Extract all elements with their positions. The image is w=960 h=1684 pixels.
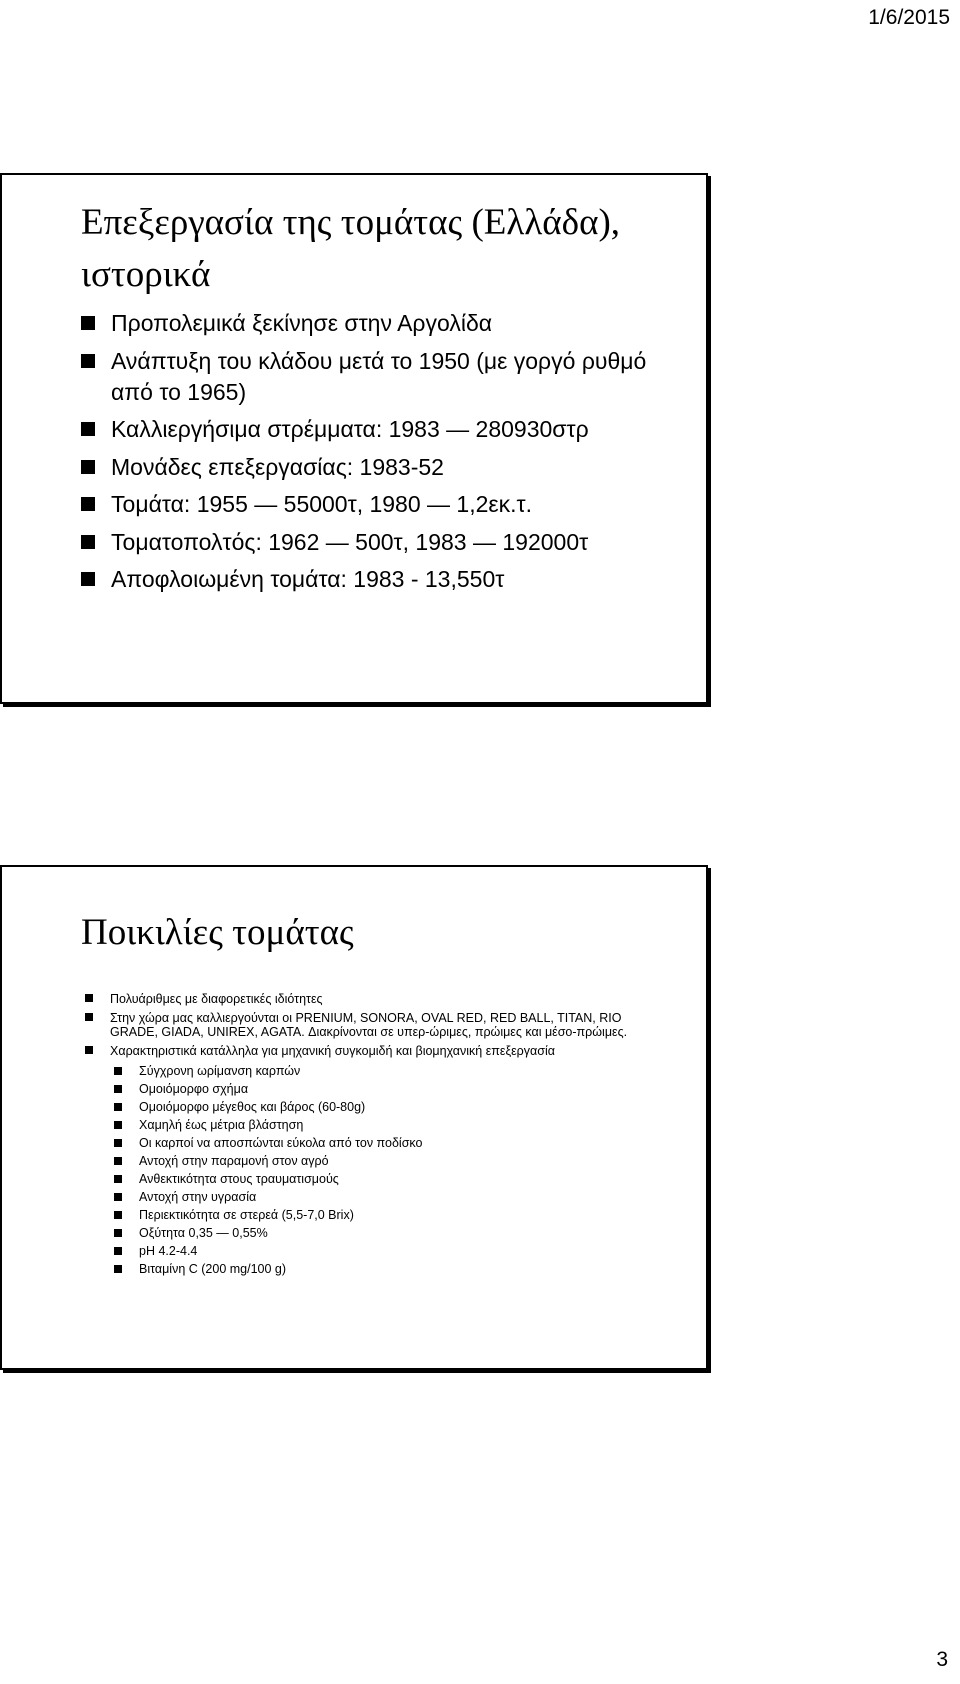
sub-list-item: Οι καρποί να αποσπώνται εύκολα από τον ποδίσκο — [114, 1136, 669, 1150]
square-bullet-icon — [85, 1013, 93, 1021]
square-bullet-icon — [114, 1193, 122, 1201]
square-bullet-icon — [114, 1139, 122, 1147]
sub-list-item: Βιταμίνη C (200 mg/100 g) — [114, 1262, 669, 1276]
square-bullet-icon — [81, 316, 95, 330]
list-item: Χαρακτηριστικά κατάλληλα για μηχανική συγκομιδή και βιομηχανική επεξεργασία Σύγχρονη ωρίμανση καρπών Ομοιόμορφο σχήμα Ομοιόμορφο μέγεθος και βάρος (60-80g) Χαμηλή έως μέτρια βλάστηση Οι καρποί να αποσπώνται εύκολα από τον ποδίσκο Αντοχή στην παραμονή στον αγρό Ανθεκτικότητα στους τραυματισμούς Αντοχή στην υγρασία Περιεκτικότητα σε στερεά (5,5-7,0 Brix) Οξύτητα 0,35 — 0,55% pH 4.2-4.4 Βιταμίνη C (200 mg/100 g) — [85, 1044, 665, 1276]
page-number: 3 — [936, 1648, 948, 1671]
square-bullet-icon — [114, 1175, 122, 1183]
sub-list-item: Περιεκτικότητα σε στερεά (5,5-7,0 Brix) — [114, 1208, 669, 1222]
slide-2 — [0, 865, 708, 1370]
slide-1-bullet-list — [81, 308, 691, 602]
slide-2-bullet-list — [85, 992, 665, 1281]
square-bullet-icon — [81, 422, 95, 436]
sub-list-item: Χαμηλή έως μέτρια βλάστηση — [114, 1118, 669, 1132]
header-date: 1/6/2015 — [868, 6, 950, 29]
square-bullet-icon — [114, 1157, 122, 1165]
list-item: Τομάτα: 1955 — 55000τ, 1980 — 1,2εκ.τ. — [81, 489, 691, 520]
sub-list-item: Σύγχρονη ωρίμανση καρπών — [114, 1064, 669, 1078]
list-item: Μονάδες επεξεργασίας: 1983-52 — [81, 452, 691, 483]
square-bullet-icon — [81, 354, 95, 368]
list-item: Τοματοπολτός: 1962 — 500τ, 1983 — 192000τ — [81, 527, 691, 558]
list-item: Προπολεμικά ξεκίνησε στην Αργολίδα — [81, 308, 691, 339]
sub-list-item: Οξύτητα 0,35 — 0,55% — [114, 1226, 669, 1240]
square-bullet-icon — [81, 497, 95, 511]
list-item: Καλλιεργήσιμα στρέμματα: 1983 — 280930στρ — [81, 414, 691, 445]
square-bullet-icon — [81, 572, 95, 586]
square-bullet-icon — [114, 1103, 122, 1111]
sub-list-item: Αντοχή στην παραμονή στον αγρό — [114, 1154, 669, 1168]
square-bullet-icon — [114, 1229, 122, 1237]
square-bullet-icon — [114, 1265, 122, 1273]
slide-2-title: Ποικιλίες τομάτας — [81, 912, 354, 953]
square-bullet-icon — [81, 535, 95, 549]
square-bullet-icon — [85, 1046, 93, 1054]
sub-list-item: Ομοιόμορφο σχήμα — [114, 1082, 669, 1096]
sub-bullet-list — [114, 1064, 669, 1276]
square-bullet-icon — [81, 460, 95, 474]
slide-1-title: Επεξεργασία της τομάτας (Ελλάδα), ιστορικά — [81, 202, 621, 295]
slide-1 — [0, 173, 708, 704]
square-bullet-icon — [114, 1121, 122, 1129]
sub-list-item: pH 4.2-4.4 — [114, 1244, 669, 1258]
list-item: Στην χώρα μας καλλιεργούνται οι PRENIUM, SONORA, OVAL RED, RED BALL, TITAN, RIO GRADE, GIADA, UNIREX, AGATA. Διακρίνονται σε υπερ-ώριμες, πρώιμες και μέσο-πρώιμες. — [85, 1011, 665, 1039]
square-bullet-icon — [114, 1211, 122, 1219]
list-item: Αποφλοιωμένη τομάτα: 1983 - 13,550τ — [81, 564, 691, 595]
square-bullet-icon — [114, 1247, 122, 1255]
list-item: Ανάπτυξη του κλάδου μετά το 1950 (με γοργό ρυθμό από το 1965) — [81, 346, 691, 408]
square-bullet-icon — [114, 1067, 122, 1075]
square-bullet-icon — [114, 1085, 122, 1093]
sub-list-item: Ανθεκτικότητα στους τραυματισμούς — [114, 1172, 669, 1186]
sub-list-item: Αντοχή στην υγρασία — [114, 1190, 669, 1204]
list-item: Πολυάριθμες με διαφορετικές ιδιότητες — [85, 992, 665, 1006]
square-bullet-icon — [85, 994, 93, 1002]
sub-list-item: Ομοιόμορφο μέγεθος και βάρος (60-80g) — [114, 1100, 669, 1114]
